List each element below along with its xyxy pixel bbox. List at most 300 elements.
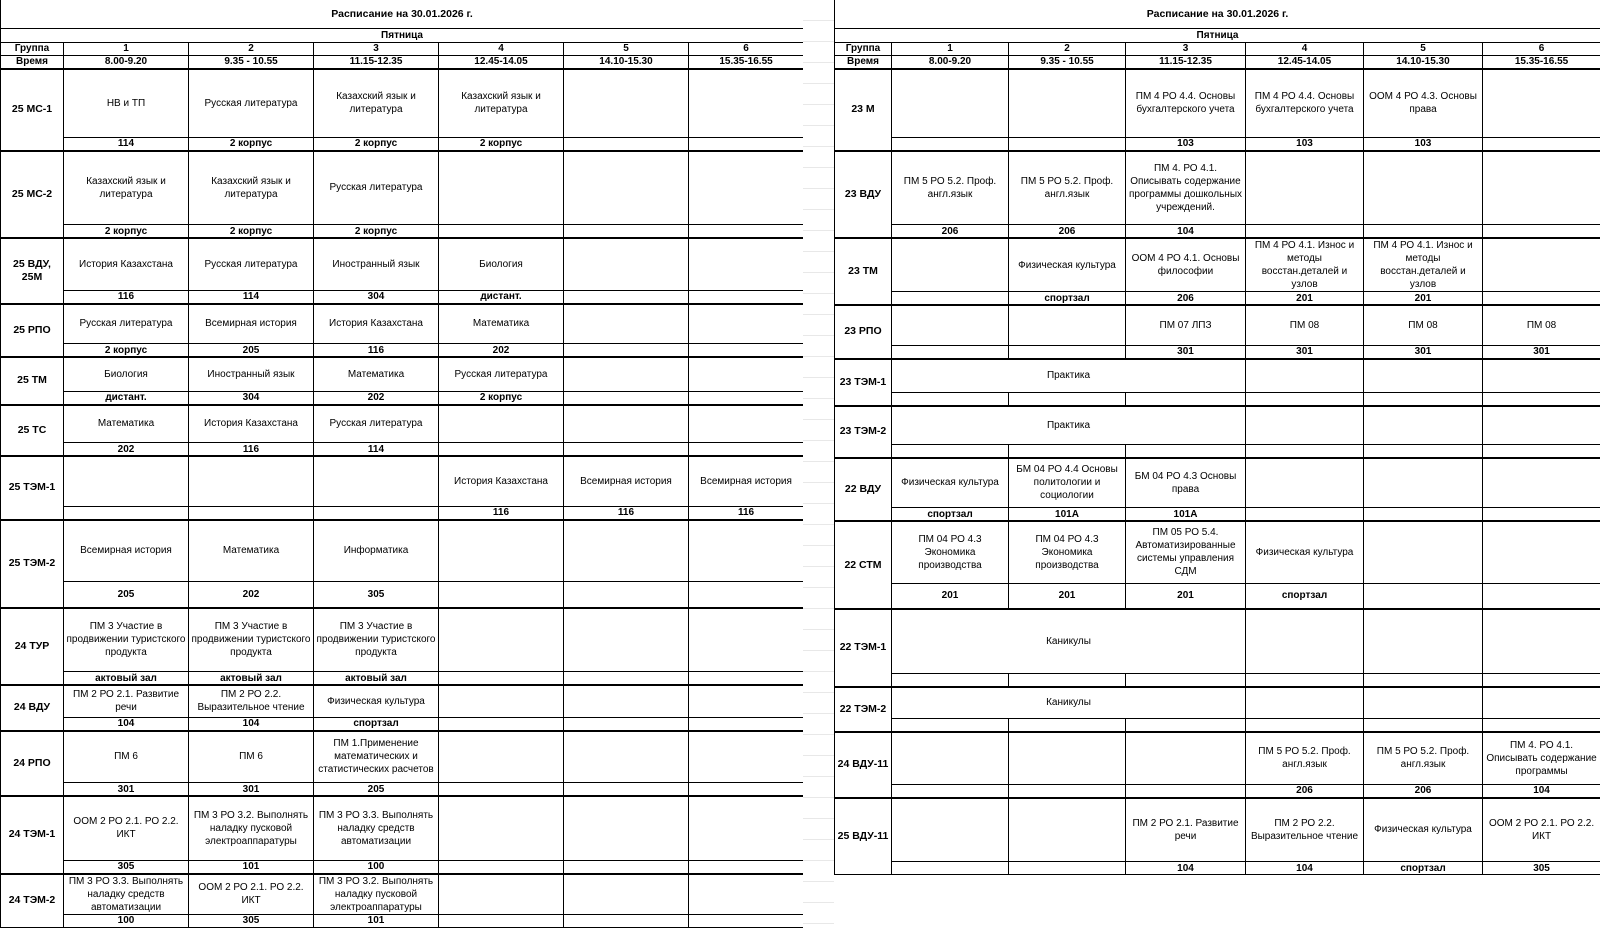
group-room-row [1, 225, 804, 239]
room-cell [689, 783, 804, 797]
room-cell: 201 [1246, 292, 1364, 306]
room-cell [1126, 444, 1246, 458]
room-cell: 301 [189, 783, 314, 797]
room-cell [1009, 862, 1126, 875]
group-room-row [1, 672, 804, 686]
group-room-row [1, 344, 804, 358]
subject-cell [1009, 798, 1126, 862]
pair-time: 14.10-15.30 [564, 56, 689, 70]
group-name: 24 ВДУ [1, 685, 64, 731]
subject-cell: Казахский язык и литература [64, 151, 189, 225]
group-name: 23 ТЭМ-1 [835, 359, 892, 407]
room-cell [1009, 345, 1126, 359]
room-cell: 103 [1246, 137, 1364, 151]
room-cell [439, 582, 564, 608]
room-cell [1483, 583, 1600, 609]
room-cell [1009, 137, 1126, 151]
group-room-row [835, 862, 1600, 875]
room-cell [689, 344, 804, 358]
room-cell: 116 [439, 506, 564, 520]
subject-cell: Всемирная история [189, 304, 314, 344]
pair-number: 5 [564, 43, 689, 56]
sheet-gap [803, 0, 834, 940]
subject-cell: Казахский язык и литература [189, 151, 314, 225]
room-cell [439, 783, 564, 797]
room-cell: 201 [1009, 583, 1126, 609]
subject-cell: Русская литература [314, 405, 439, 443]
subject-cell [689, 685, 804, 717]
group-name: 25 ТС [1, 405, 64, 457]
room-cell [1364, 583, 1483, 609]
subject-cell: ПМ 1.Применение математических и статистических расчетов [314, 731, 439, 783]
pair-number: 4 [1246, 43, 1364, 56]
room-cell [1483, 292, 1600, 306]
subject-cell: Биология [64, 357, 189, 391]
subject-cell [439, 151, 564, 225]
day-name: Пятница [835, 29, 1600, 43]
group-subject-row [835, 305, 1600, 345]
subject-cell [564, 685, 689, 717]
subject-cell: Физическая культура [892, 458, 1009, 508]
room-cell [314, 506, 439, 520]
subject-cell [1364, 151, 1483, 225]
group-subject-row [835, 151, 1600, 225]
pair-time: 11.15-12.35 [1126, 56, 1246, 70]
subject-cell: ПМ 5 РО 5.2. Проф. англ.язык [1246, 732, 1364, 784]
pair-time: 12.45-14.05 [1246, 56, 1364, 70]
subject-cell: ПМ 4. РО 4.1. Описывать содержание программы [1483, 732, 1600, 784]
room-cell [1009, 719, 1126, 733]
room-cell: спортзал [892, 508, 1009, 522]
room-cell [892, 345, 1009, 359]
group-name: 25 ТЭМ-1 [1, 456, 64, 520]
group-room-row [1, 137, 804, 151]
subject-cell: Математика [189, 520, 314, 582]
group-subject-row [1, 685, 804, 717]
subject-cell: История Казахстана [439, 456, 564, 506]
room-cell: спортзал [314, 717, 439, 731]
subject-cell: ПМ 5 РО 5.2. Проф. англ.язык [892, 151, 1009, 225]
room-cell: 114 [189, 290, 314, 304]
room-cell [1126, 393, 1246, 407]
subject-cell [1483, 687, 1600, 719]
room-cell [689, 391, 804, 405]
subject-cell [689, 874, 804, 915]
subject-cell: Физическая культура [1364, 798, 1483, 862]
subject-cell: ПМ 2 РО 2.2. Выразительное чтение [189, 685, 314, 717]
subject-cell: Иностранный язык [314, 238, 439, 290]
subject-cell: История Казахстана [314, 304, 439, 344]
room-cell [1246, 225, 1364, 239]
subject-cell: Математика [64, 405, 189, 443]
room-cell: 103 [1126, 137, 1246, 151]
subject-cell [689, 520, 804, 582]
group-subject-row [835, 69, 1600, 137]
time-label: Время [835, 56, 892, 70]
schedule-table-right [834, 0, 1600, 875]
group-subject-row [835, 406, 1600, 444]
group-room-row [835, 508, 1600, 522]
room-cell [892, 137, 1009, 151]
group-room-row [835, 583, 1600, 609]
room-cell [189, 506, 314, 520]
room-cell: 202 [64, 443, 189, 457]
group-room-row [835, 292, 1600, 306]
room-cell: 116 [314, 344, 439, 358]
room-cell: 305 [64, 860, 189, 874]
room-cell [892, 719, 1009, 733]
group-name: 25 РПО [1, 304, 64, 358]
room-cell [1009, 673, 1126, 687]
schedule-title: Расписание на 30.01.2026 г. [1, 0, 804, 29]
subject-cell: ПМ 4 РО 4.1. Износ и методы восстан.деталей и узлов [1364, 238, 1483, 292]
room-cell: 104 [1126, 225, 1246, 239]
room-cell: 206 [1009, 225, 1126, 239]
room-cell: 100 [314, 860, 439, 874]
merged-activity: Каникулы [892, 609, 1246, 673]
group-room-row [1, 391, 804, 405]
room-cell [1364, 508, 1483, 522]
room-cell [1483, 137, 1600, 151]
subject-cell: ПМ 4 РО 4.4. Основы бухгалтерского учета [1126, 69, 1246, 137]
room-cell [1246, 444, 1364, 458]
room-cell: 2 корпус [189, 137, 314, 151]
subject-cell [689, 608, 804, 672]
subject-cell [1364, 609, 1483, 673]
room-cell [689, 914, 804, 927]
room-cell [439, 717, 564, 731]
pair-number: 1 [64, 43, 189, 56]
subject-cell [564, 405, 689, 443]
subject-cell: Информатика [314, 520, 439, 582]
pair-number: 1 [892, 43, 1009, 56]
room-cell [689, 290, 804, 304]
subject-cell [1364, 687, 1483, 719]
room-cell [1483, 719, 1600, 733]
room-cell: дистант. [439, 290, 564, 304]
subject-cell: БМ 04 РО 4.3 Основы права [1126, 458, 1246, 508]
group-subject-row [835, 687, 1600, 719]
room-cell [1009, 393, 1126, 407]
group-name: 24 ТЭМ-2 [1, 874, 64, 928]
pair-number: 2 [189, 43, 314, 56]
schedule-title: Расписание на 30.01.2026 г. [835, 0, 1600, 29]
room-cell: 301 [1364, 345, 1483, 359]
title-row [1, 0, 804, 29]
room-cell [1483, 673, 1600, 687]
room-cell [892, 673, 1009, 687]
subject-cell: ПМ 5 РО 5.2. Проф. англ.язык [1364, 732, 1483, 784]
pair-time: 9.35 - 10.55 [189, 56, 314, 70]
group-subject-row [1, 151, 804, 225]
schedule-sheet-right [834, 0, 1600, 875]
group-name: 24 ТУР [1, 608, 64, 686]
subject-cell: Биология [439, 238, 564, 290]
subject-cell: Физическая культура [1246, 521, 1364, 583]
subject-cell: ПМ 6 [189, 731, 314, 783]
group-subject-row [1, 357, 804, 391]
subject-cell: ПМ 6 [64, 731, 189, 783]
subject-cell: ПМ 3 РО 3.2. Выполнять наладку пусковой электроаппаратуры [189, 796, 314, 860]
pair-number: 4 [439, 43, 564, 56]
group-name: 25 МС-1 [1, 69, 64, 151]
group-room-row [1, 290, 804, 304]
room-cell: 2 корпус [64, 225, 189, 239]
room-cell: 305 [1483, 862, 1600, 875]
subject-cell [1246, 687, 1364, 719]
group-name: 24 ТЭМ-1 [1, 796, 64, 874]
room-cell: 206 [892, 225, 1009, 239]
subject-cell: ПМ 04 РО 4.3 Экономика производства [892, 521, 1009, 583]
subject-cell: НВ и ТП [64, 69, 189, 137]
day-row [1, 29, 804, 43]
group-room-row [835, 225, 1600, 239]
subject-cell: ПМ 4 РО 4.4. Основы бухгалтерского учета [1246, 69, 1364, 137]
room-cell: спортзал [1246, 583, 1364, 609]
subject-cell: ПМ 4. РО 4.1. Описывать содержание программы дошкольных учреждений. [1126, 151, 1246, 225]
pair-number: 6 [689, 43, 804, 56]
group-room-row [835, 137, 1600, 151]
pair-number-row [835, 43, 1600, 56]
room-cell: 206 [1126, 292, 1246, 306]
group-name: 23 ТМ [835, 238, 892, 305]
group-subject-row [1, 238, 804, 290]
subject-cell [564, 357, 689, 391]
room-cell: 103 [1364, 137, 1483, 151]
room-cell [564, 717, 689, 731]
room-cell [439, 672, 564, 686]
group-subject-row [835, 238, 1600, 292]
pair-time: 8.00-9.20 [892, 56, 1009, 70]
title-row [835, 0, 1600, 29]
room-cell: спортзал [1364, 862, 1483, 875]
subject-cell [689, 238, 804, 290]
room-cell: 114 [64, 137, 189, 151]
room-cell: 104 [1483, 784, 1600, 798]
subject-cell [892, 69, 1009, 137]
subject-cell [689, 151, 804, 225]
room-cell: 201 [892, 583, 1009, 609]
subject-cell: ПМ 4 РО 4.1. Износ и методы восстан.деталей и узлов [1246, 238, 1364, 292]
subject-cell [1009, 732, 1126, 784]
room-cell: 101 [189, 860, 314, 874]
room-cell [439, 225, 564, 239]
subject-cell [1483, 69, 1600, 137]
subject-cell [564, 151, 689, 225]
time-row [835, 56, 1600, 70]
room-cell [564, 582, 689, 608]
room-cell: 104 [64, 717, 189, 731]
group-name: 22 ТЭМ-1 [835, 609, 892, 687]
schedule-sheet-left [0, 0, 803, 928]
subject-cell [564, 69, 689, 137]
room-cell: 116 [564, 506, 689, 520]
subject-cell [64, 456, 189, 506]
group-subject-row [1, 304, 804, 344]
room-cell: 301 [1126, 345, 1246, 359]
room-cell: 305 [189, 914, 314, 927]
room-cell: 2 корпус [314, 225, 439, 239]
subject-cell [1364, 458, 1483, 508]
room-cell [1126, 673, 1246, 687]
group-name: 22 ВДУ [835, 458, 892, 522]
room-cell [892, 862, 1009, 875]
room-cell [564, 783, 689, 797]
subject-cell: ПМ 05 РО 5.4. Автоматизированные системы управления СДМ [1126, 521, 1246, 583]
subject-cell [689, 731, 804, 783]
room-cell: 101А [1126, 508, 1246, 522]
pair-time: 8.00-9.20 [64, 56, 189, 70]
subject-cell: Всемирная история [689, 456, 804, 506]
schedule-table-left [0, 0, 804, 928]
group-subject-row [835, 609, 1600, 673]
room-cell [1246, 508, 1364, 522]
subject-cell: ПМ 3 РО 3.2. Выполнять наладку пусковой электроаппаратуры [314, 874, 439, 915]
subject-cell: ООМ 2 РО 2.1. РО 2.2. ИКТ [64, 796, 189, 860]
room-cell: 104 [1126, 862, 1246, 875]
day-row [835, 29, 1600, 43]
pair-time: 12.45-14.05 [439, 56, 564, 70]
subject-cell [1246, 406, 1364, 444]
group-name: 23 М [835, 69, 892, 151]
room-cell [1364, 444, 1483, 458]
group-subject-row [1, 520, 804, 582]
subject-cell [564, 874, 689, 915]
room-cell [1364, 225, 1483, 239]
room-cell: 104 [189, 717, 314, 731]
room-cell [1483, 393, 1600, 407]
subject-cell [189, 456, 314, 506]
room-cell: актовый зал [314, 672, 439, 686]
group-room-row [835, 719, 1600, 733]
subject-cell: Физическая культура [314, 685, 439, 717]
group-subject-row [1, 731, 804, 783]
subject-cell: ПМ 08 [1483, 305, 1600, 345]
group-subject-row [835, 521, 1600, 583]
subject-cell [1126, 732, 1246, 784]
subject-cell: Русская литература [189, 69, 314, 137]
group-label: Группа [835, 43, 892, 56]
room-cell [564, 443, 689, 457]
group-room-row [835, 345, 1600, 359]
pair-number: 6 [1483, 43, 1600, 56]
subject-cell [439, 608, 564, 672]
room-cell: 201 [1364, 292, 1483, 306]
subject-cell [689, 405, 804, 443]
subject-cell [1364, 406, 1483, 444]
subject-cell: История Казахстана [189, 405, 314, 443]
room-cell [689, 860, 804, 874]
room-cell: дистант. [64, 391, 189, 405]
subject-cell [1009, 305, 1126, 345]
room-cell: 104 [1246, 862, 1364, 875]
group-name: 25 ВДУ-11 [835, 798, 892, 875]
subject-cell [439, 685, 564, 717]
subject-cell: ООМ 2 РО 2.1. РО 2.2. ИКТ [1483, 798, 1600, 862]
subject-cell: ООМ 2 РО 2.1. РО 2.2. ИКТ [189, 874, 314, 915]
room-cell [1483, 225, 1600, 239]
subject-cell [1246, 458, 1364, 508]
time-label: Время [1, 56, 64, 70]
subject-cell [439, 796, 564, 860]
room-cell: 114 [314, 443, 439, 457]
group-name: 25 ТМ [1, 357, 64, 405]
day-name: Пятница [1, 29, 804, 43]
group-room-row [835, 784, 1600, 798]
group-name: 23 РПО [835, 305, 892, 359]
subject-cell [1483, 238, 1600, 292]
subject-cell [689, 357, 804, 391]
room-cell [1009, 444, 1126, 458]
room-cell [1246, 719, 1364, 733]
subject-cell [689, 304, 804, 344]
room-cell [439, 443, 564, 457]
group-name: 23 ВДУ [835, 151, 892, 239]
subject-cell: Русская литература [189, 238, 314, 290]
room-cell: 2 корпус [439, 391, 564, 405]
room-cell [1483, 508, 1600, 522]
subject-cell [564, 238, 689, 290]
room-cell [689, 225, 804, 239]
room-cell: актовый зал [189, 672, 314, 686]
room-cell [892, 393, 1009, 407]
group-subject-row [1, 874, 804, 915]
room-cell [439, 914, 564, 927]
group-subject-row [1, 608, 804, 672]
room-cell: 2 корпус [439, 137, 564, 151]
subject-cell [892, 305, 1009, 345]
subject-cell [1483, 406, 1600, 444]
subject-cell [1483, 151, 1600, 225]
subject-cell: ПМ 07 ЛПЗ [1126, 305, 1246, 345]
room-cell [1246, 393, 1364, 407]
subject-cell [564, 608, 689, 672]
room-cell [689, 443, 804, 457]
subject-cell: ПМ 2 РО 2.1. Развитие речи [1126, 798, 1246, 862]
subject-cell [439, 874, 564, 915]
room-cell [64, 506, 189, 520]
subject-cell [564, 796, 689, 860]
room-cell [892, 292, 1009, 306]
subject-cell [439, 520, 564, 582]
group-name: 25 ВДУ, 25М [1, 238, 64, 304]
room-cell: 116 [64, 290, 189, 304]
group-name: 24 ВДУ-11 [835, 732, 892, 798]
room-cell: 101 [314, 914, 439, 927]
group-room-row [1, 717, 804, 731]
subject-cell [1483, 458, 1600, 508]
room-cell: 205 [314, 783, 439, 797]
room-cell: 304 [314, 290, 439, 304]
subject-cell [892, 732, 1009, 784]
subject-cell [314, 456, 439, 506]
subject-cell [439, 405, 564, 443]
group-subject-row [835, 798, 1600, 862]
subject-cell: БМ 04 РО 4.4 Основы политологии и социологии [1009, 458, 1126, 508]
time-row [1, 56, 804, 70]
pair-number-row [1, 43, 804, 56]
group-name: 25 ТЭМ-2 [1, 520, 64, 608]
group-room-row [1, 783, 804, 797]
group-name: 22 СТМ [835, 521, 892, 609]
group-room-row [1, 443, 804, 457]
pair-number: 3 [314, 43, 439, 56]
group-subject-row [835, 732, 1600, 784]
subject-cell: Всемирная история [64, 520, 189, 582]
subject-cell [1483, 359, 1600, 393]
room-cell [1364, 673, 1483, 687]
subject-cell [1364, 521, 1483, 583]
